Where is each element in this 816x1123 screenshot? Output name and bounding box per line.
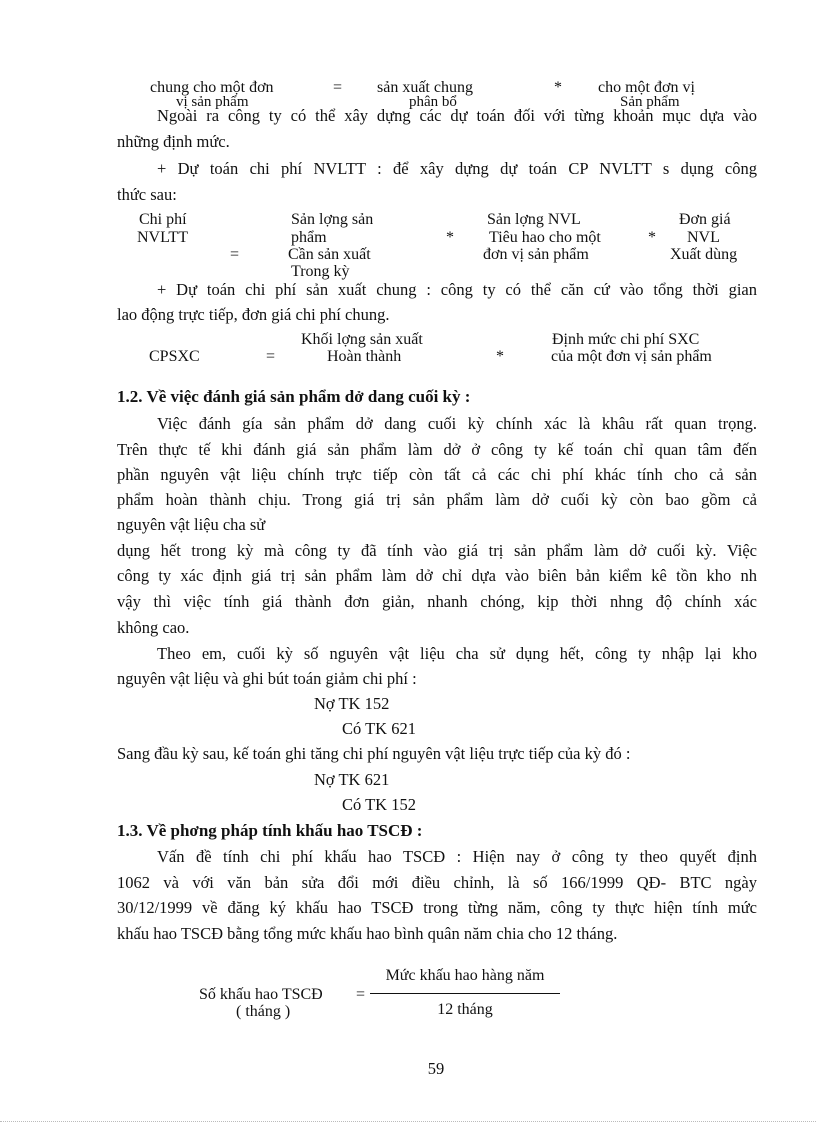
formula2-multiply-2: *: [648, 229, 656, 246]
paragraph-line: + Dự toán chi phí NVLTT : để xây dựng dự toán CP NVLTT s dụng công: [157, 159, 757, 178]
journal-entry-credit: Có TK 621: [342, 719, 416, 738]
paragraph-line: phần nguyên vật liệu chính trực tiếp còn tất cả các chi phí khác tính cho cả sản: [117, 465, 757, 484]
paragraph-line: nguyên vật liệu và ghi bút toán giảm chi phí :: [117, 669, 417, 688]
depreciation-formula-numerator: Mức khấu hao hàng năm: [385, 967, 545, 984]
section-heading: 1.3. Về phơng pháp tính khấu hao TSCĐ :: [117, 821, 423, 840]
paragraph-line: Vấn đề tính chi phí khấu hao TSCĐ : Hiện nay ở công ty theo quyết định: [157, 847, 757, 866]
formula2-b-line2: phẩm: [291, 229, 327, 246]
paragraph-line: khấu hao TSCĐ bằng tổng mức khấu hao bình quân năm chia cho 12 tháng.: [117, 924, 618, 943]
paragraph-line: dụng hết trong kỳ mà công ty đã tính vào giá trị sản phẩm làm dở cuối kỳ. Việc: [117, 541, 757, 560]
depreciation-formula-lhs-unit: ( tháng ): [236, 1003, 291, 1020]
formula3-b-line1: Khối lợng sản xuất: [301, 331, 423, 348]
formula2-equals: =: [230, 246, 240, 263]
formula2-d-line1: Đơn giá: [679, 211, 731, 228]
depreciation-formula-equals: =: [356, 986, 366, 1003]
formula2-c-line2: Tiêu hao cho một: [489, 229, 601, 246]
formula2-b-line3: Cần sản xuất: [288, 246, 371, 263]
formula1-col2-line1: sản xuất chung: [377, 79, 473, 96]
formula2-d-line2: NVL: [687, 229, 720, 246]
fraction-bar: [370, 993, 560, 994]
paragraph-line: Theo em, cuối kỳ số nguyên vật liệu cha sử dụng hết, công ty nhập lại kho: [157, 644, 757, 663]
formula3-b-line2: Hoàn thành: [327, 348, 402, 365]
paragraph-line: Việc đánh gía sản phẩm dở dang cuối kỳ chính xác là khâu rất quan trọng.: [157, 414, 757, 433]
formula2-c-line1: Sản lợng NVL: [487, 211, 581, 228]
paragraph-line: Sang đầu kỳ sau, kế toán ghi tăng chi phí nguyên vật liệu trực tiếp của kỳ đó :: [117, 744, 631, 763]
formula3-c-line1: Định mức chi phí SXC: [552, 331, 700, 348]
paragraph-line: 1062 và với văn bản sửa đổi mới điều chỉnh, là số 166/1999 QĐ- BTC ngày: [117, 873, 757, 892]
formula1-col1-line1: chung cho một đơn: [150, 79, 274, 96]
formula1-col3-line1: cho một đơn vị: [598, 79, 695, 96]
journal-entry-debit: Nợ TK 621: [314, 770, 390, 789]
paragraph-line: thức sau:: [117, 185, 177, 204]
formula1-multiply: *: [554, 79, 562, 96]
formula2-lhs-line1: Chi phí: [139, 211, 187, 228]
formula2-b-line4: Trong kỳ: [291, 263, 350, 280]
formula3-equals: =: [266, 348, 276, 365]
paragraph-line: vậy thì việc tính giá thành đơn giản, nhanh chóng, kịp thời nhng độ chính xác: [117, 592, 757, 611]
page-number: 59: [427, 1059, 445, 1078]
formula3-lhs: CPSXC: [149, 348, 200, 365]
formula2-b-line1: Sản lợng sản: [291, 211, 374, 228]
depreciation-formula-denominator: 12 tháng: [437, 1001, 493, 1018]
formula2-multiply-1: *: [446, 229, 454, 246]
depreciation-formula-lhs: Số khấu hao TSCĐ: [199, 986, 323, 1003]
formula2-lhs-line2: NVLTT: [137, 229, 188, 246]
formula2-c-line3: đơn vị sản phẩm: [483, 246, 589, 263]
formula1-col3-line2: Sản phẩm: [620, 94, 680, 110]
paragraph-line: lao động trực tiếp, đơn giá chi phí chung.: [117, 305, 390, 324]
section-heading: 1.2. Về việc đánh giá sản phẩm dở dang cuối kỳ :: [117, 387, 471, 406]
paragraph-line: Trên thực tế khi đánh giá sản phẩm làm dở ở công ty kế toán chỉ quan tâm đến: [117, 440, 757, 459]
paragraph-line: Ngoài ra công ty có thể xây dựng các dự toán đối với từng khoản mục dựa vào: [157, 106, 757, 125]
formula2-d-line3: Xuất dùng: [670, 246, 738, 263]
formula3-multiply: *: [496, 348, 504, 365]
paragraph-line: nguyên vật liệu cha sử: [117, 515, 266, 534]
page-bottom-rule: [0, 1121, 816, 1122]
journal-entry-debit: Nợ TK 152: [314, 694, 390, 713]
formula3-c-line2: của một đơn vị sản phẩm: [551, 348, 712, 365]
paragraph-line: công ty xác định giá trị sản phẩm làm dở chỉ dựa vào biên bản kiểm kê tồn kho nh: [117, 566, 757, 585]
paragraph-line: phẩm hoàn thành chịu. Trong giá trị sản phẩm làm dở cuối kỳ còn bao gồm cả: [117, 490, 757, 509]
journal-entry-credit: Có TK 152: [342, 795, 416, 814]
formula1-col1-line2: vị sản phẩm: [176, 94, 249, 110]
paragraph-line: không cao.: [117, 618, 190, 637]
formula1-equals: =: [333, 79, 343, 96]
paragraph-line: những định mức.: [117, 132, 230, 151]
paragraph-line: 30/12/1999 về đăng ký khấu hao TSCĐ trong từng năm, công ty thực hiện tính mức: [117, 898, 757, 917]
paragraph-line: + Dự toán chi phí sản xuất chung : công ty có thể căn cứ vào tổng thời gian: [157, 280, 757, 299]
formula1-col2-line2: phân bổ: [409, 94, 457, 110]
